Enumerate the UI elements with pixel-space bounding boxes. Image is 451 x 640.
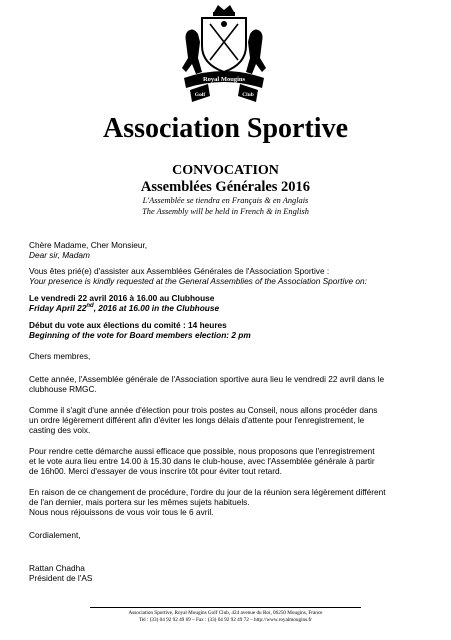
invite-fr: Vous êtes prié(e) d'assister aux Assemblées Générales de l'Association Sportive : [29,266,330,276]
paragraph-line: casting des voix. [29,425,91,436]
invite-en: Your presence is kindly requested at the General Assemblies of the Association Sportive on: [29,276,367,287]
closing: Cordialement, [29,530,81,540]
paragraph-line: Cette année, l'Assemblée générale de l'Association sportive aura lieu le vendredi 22 avril dans le [29,374,385,384]
assembly-heading: Assemblées Générales 2016 [140,179,311,195]
crest-banner-text: Royal Mougins [202,76,246,83]
paragraph-line: et le vote aura lieu entre 14.00 à 15.30 dans le club-house, avec l'Assemblée générale à partir [29,456,375,467]
paragraph-line: Comme il s'agit d'une année d'élection pour trois postes au Conseil, nous allons procéder dans [29,405,378,415]
paragraph-3 [29,446,429,477]
date-en: Friday April 22nd, 2016 at 16.00 in the Clubhouse [29,303,220,314]
paragraph-line: Nous nous réjouissons de vous voir tous le 6 avril. [29,507,214,518]
footer-divider [90,607,361,608]
salutation-block [29,240,429,260]
salutation-fr: Chère Madame, Cher Monsieur, [29,240,148,250]
date-block [29,293,429,313]
paragraph-line: En raison de ce changement de procédure, l'ordre du jour de la réunion sera légèrement différent [29,487,386,497]
paragraph-2 [29,405,429,436]
paragraph-line: un ordre légèrement différent afin d'éviter les longs délais d'attente pour l'enregistrement, le [29,415,365,426]
paragraph-line: clubhouse RMGC. [29,384,97,395]
footer-contact: Tel : (33) 04 92 92 49 69 – Fax : (33) 04 92 92 49 72 – http://www.royalmougins.fr [139,617,312,623]
language-note-fr: L'Assemblée se tiendra en Français & en Anglais [142,196,309,205]
crest-left-text: Golf [194,92,206,98]
page-title: Association Sportive [103,113,348,144]
date-fr: Le vendredi 22 avril 2016 à 16.00 au Clubhouse [29,293,215,303]
invite-block [29,266,429,286]
paragraph-line: Pour rendre cette démarche aussi efficace que possible, nous proposons que l'enregistrement [29,446,375,456]
vote-en: Beginning of the vote for Board members election: 2 pm [29,330,251,341]
paragraph-line: de l'an dernier, mais portera sur les mêmes sujets habituels. [29,497,250,508]
vote-block [29,320,429,340]
paragraph-line: de 16h00. Merci d'essayer de vous inscrire tôt pour éviter tout retard. [29,466,282,477]
salutation-en: Dear sir, Madam [29,250,90,261]
club-crest-logo [178,2,270,110]
language-note-en: The Assembly will be held in French & in English [142,207,309,216]
signature-name: Rattan Chadha [29,563,85,573]
signature-block [29,563,429,583]
crest-right-text: Club [242,92,254,98]
vote-fr: Début du vote aux élections du comité : 14 heures [29,320,227,330]
footer-address: Association Sportive, Royal Mougins Golf Club, 424 avenue du Roi, 06250 Mougins, France [128,610,323,616]
convocation-heading: CONVOCATION [172,163,279,178]
paragraph-4 [29,487,429,518]
signature-role: Président de l'AS [29,573,93,584]
paragraph-1 [29,374,429,394]
greeting: Chers membres, [29,351,91,361]
